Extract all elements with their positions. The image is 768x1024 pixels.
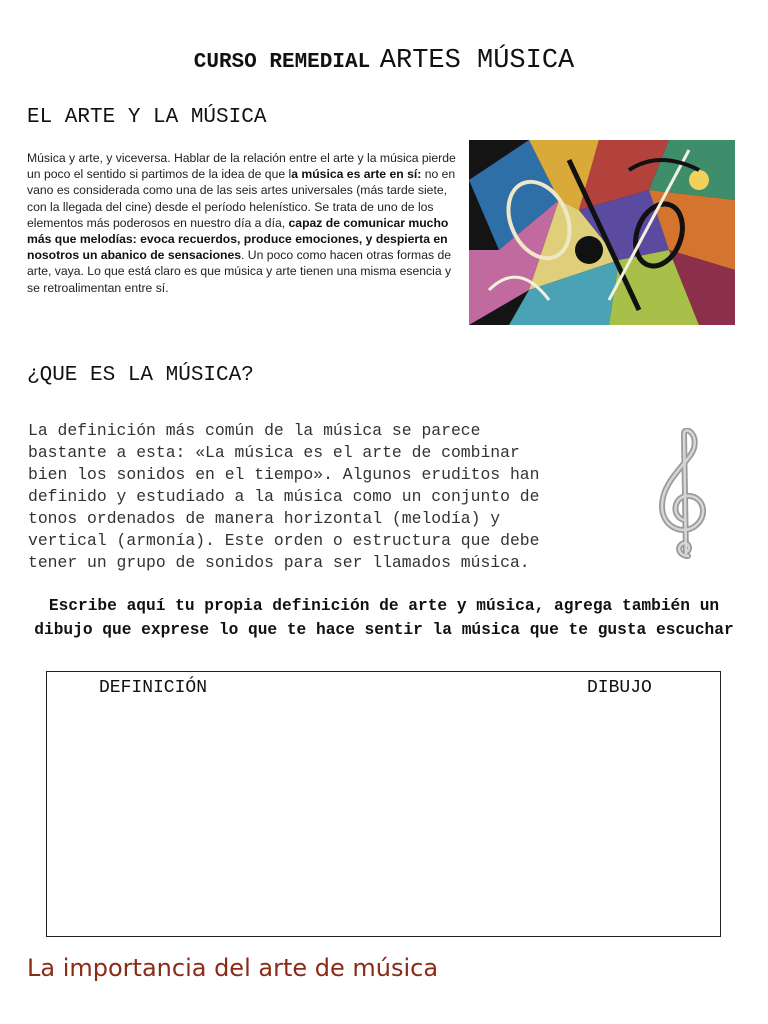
treble-clef-shape	[650, 428, 720, 568]
text-run: . Un poco como hacen otras formas de arte, vaya. Lo que está claro es que música y arte tienen una misma esencia y se retroalimentan entre sí.	[27, 248, 452, 295]
title-part1: CURSO REMEDIAL	[193, 51, 371, 74]
bold-run: a música es arte en sí:	[291, 167, 422, 182]
text-run: Música y arte, y viceversa. Hablar de la relación entre el arte y la música pierde un poco el sentido si partimos de la idea de que l	[27, 151, 456, 182]
title-part2: ARTES MÚSICA	[379, 46, 575, 76]
drawing-label: DIBUJO	[587, 678, 652, 698]
section1-heading: EL ARTE Y LA MÚSICA	[27, 106, 267, 129]
section1-paragraph	[27, 150, 457, 296]
treble-clef-icon	[650, 428, 720, 568]
activity-instructions: Escribe aquí tu propia definición de arte y música, agrega también un dibujo que exprese lo que te hace sentir la música que te gusta escuchar	[34, 597, 734, 639]
bold-run: capaz de comunicar mucho más que melodías: evoca recuerdos, produce emociones, y despierta en nosotros un abanico de sensaciones	[27, 215, 449, 263]
section2-body: La definición más común de la música se parece bastante a esta: «La música es el arte de combinar bien los sonidos en el tiempo». Algunos eruditos han definido y estudiado a la música como un conjunto de tonos ordenados de manera horizontal (melodía) y vertical (armonía). Este orden o estructura que debe tener un grupo de sonidos para ser llamados música.	[28, 421, 540, 572]
activity-box[interactable]	[46, 671, 721, 937]
cubist-music-painting	[469, 140, 735, 325]
music-art-image	[469, 140, 735, 325]
text-run: no en vano es considerada como una de las seis artes universales (más tarde siete, con la llegada del cine) desde el período helenístico. Se trata de uno de los elementos más poderosos en nuestro día a día,	[27, 167, 456, 230]
section2-heading: ¿QUE ES LA MÚSICA?	[27, 364, 254, 387]
definition-label: DEFINICIÓN	[99, 678, 208, 698]
footer-heading: La importancia del arte de música	[27, 954, 439, 982]
page-title	[0, 46, 768, 76]
